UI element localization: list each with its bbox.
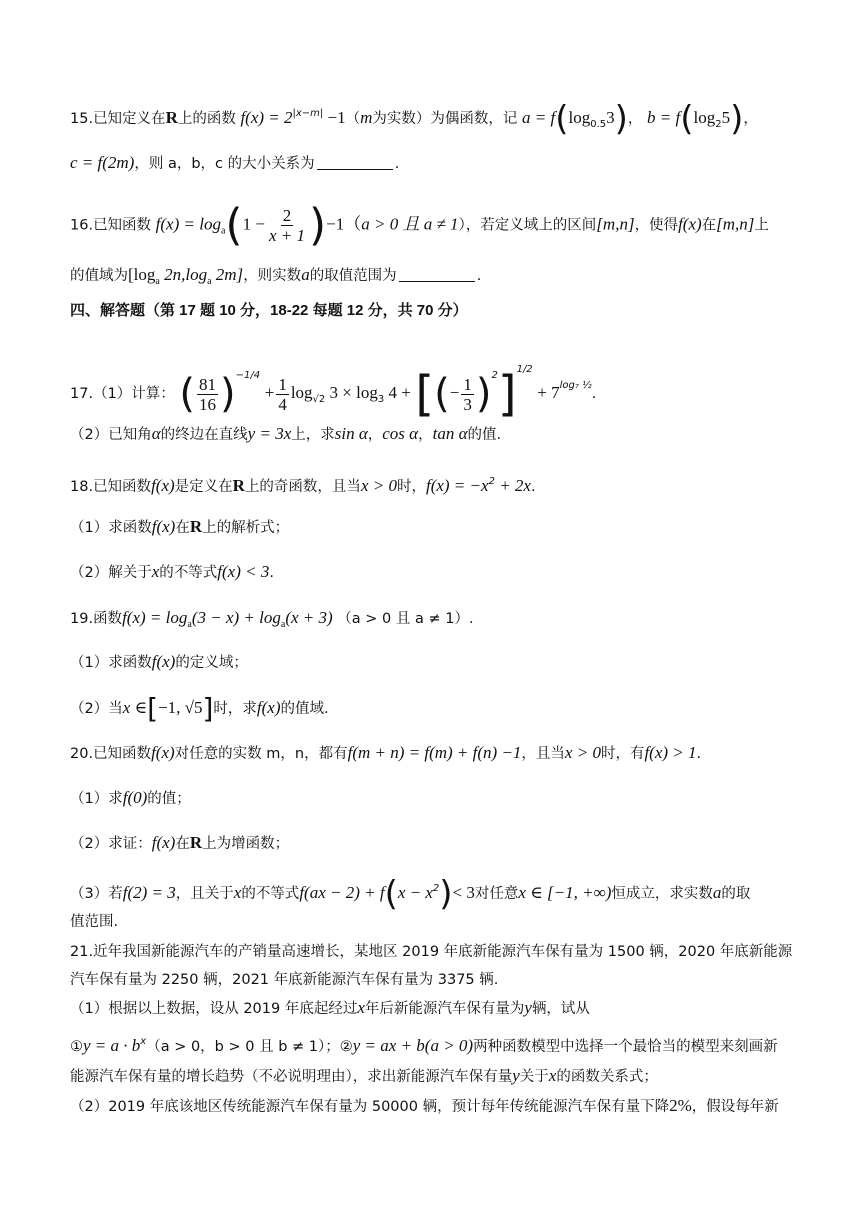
bracket-right: ] [202,692,214,725]
paren-right: ) [308,199,327,251]
q18-R: R [189,517,203,536]
q15-text: （ [345,111,361,127]
q16-range: 2m] [211,265,244,284]
q20-part2 [70,833,289,854]
q15-number: 15. [70,111,94,127]
exponent: 2 [488,476,495,487]
q21-line2: 汽车保有量为 2250 辆，2021 年底新能源汽车保有量为 3375 辆. [70,972,499,988]
q18-text: 时， [396,479,426,495]
q20-text: （1）求 [70,791,123,807]
q20-number: 20. [70,746,94,762]
q17-line-eq: y = 3x [247,424,292,443]
q21-text: 两种函数模型中选择一个最恰当的模型来刻画新 [473,1039,778,1055]
q16-interval: [m,n] [716,214,755,234]
sin-alpha: sin α [334,424,368,443]
frac-81-16 [197,375,218,414]
exponent: 2 [432,883,440,894]
tan-alpha: tan α [432,424,468,443]
q15-minus-one: −1 [323,108,346,127]
q18-x: x [151,562,160,581]
numerator: 81 [199,374,217,394]
q18-part2 [70,562,274,583]
plus-seven: + 7 [537,383,560,402]
q20-inequality: f(ax − 2) + f [299,883,385,902]
q16-condition: a > 0 且 a ≠ 1 [361,214,459,234]
q18-part1 [70,517,289,538]
q20-lt: < 3 [452,883,475,902]
q18-text: 已知函数 [93,479,152,495]
q21-x: x [357,998,365,1017]
log-base: a [155,276,160,287]
q20-text: 恒成立，求实数 [611,886,713,902]
q19-expr: (3 − x) + log [191,608,281,627]
q15-line2 [70,153,399,174]
paren-right: ) [439,874,453,914]
exponent: x [140,1036,147,1047]
q20-text: 对任意 [474,886,519,902]
q20-x: x [233,883,242,902]
q21-text: （1）根据以上数据，设从 2019 年底起经过 [70,1001,358,1017]
paren-left: ( [179,371,196,417]
q18-fx: f(x) [151,476,175,495]
q20-fx: f(x) [151,743,175,762]
q20-text: （3）若 [70,886,123,902]
q16-text: ），若定义域上的区间 [458,217,597,234]
log-arg: 5 [721,108,731,127]
paren-right: ) [614,99,628,139]
q19-text: 时，求 [213,701,257,717]
q15-answer-blank[interactable] [317,155,393,170]
q19-text: 的值域. [280,701,329,717]
period: . [591,386,597,402]
denominator: 3 [463,394,472,414]
exponent: log₇ ½ [559,380,592,391]
log-base: 3 [377,394,385,405]
log-base: a [220,225,226,237]
q15-line1 [70,99,758,139]
q17-text: 的值. [467,427,502,443]
q21-text: 能源汽车保有量的增长趋势（不必说明理由），求出新能源汽车保有量 [70,1069,513,1085]
log-base: a [280,619,286,630]
frac-1-4 [276,375,289,414]
exponent: 2 [491,370,498,381]
q20-text: 的值； [147,791,191,807]
q20-text: 时，有 [600,746,645,762]
q21-text: 辆，试从 [531,1001,590,1017]
q18-condition: x > 0 [360,476,397,495]
q18-expr: + 2x [494,476,531,495]
q21-part1 [70,998,590,1019]
bracket-right: ] [497,366,517,422]
q19-part1 [70,652,248,673]
comma: ， [418,427,433,443]
q18-R: R [232,476,245,495]
cos-alpha: cos α [382,424,419,443]
q16-text: 的值域为 [70,268,128,284]
q18-number: 18. [70,479,94,495]
q19-expr: f(x) = log [122,608,188,627]
log-base: 0.5 [590,119,607,130]
q21-text: （a > 0，b > 0 且 b ≠ 1）；② [146,1039,353,1055]
q17-part1 [70,360,597,422]
log-arg: 3 [606,108,615,127]
paren-left: ( [680,99,694,139]
q18-stem [70,472,536,497]
paren-left: ( [434,371,450,417]
q15-text: 已知定义在 [93,111,166,127]
q18-text: （2）解关于 [70,565,152,581]
q21-text: 年后新能源汽车保有量为 [364,1001,525,1017]
q16-interval: [m,n] [596,214,635,234]
q19-text: （1）求函数 [70,655,152,671]
log-arg: 3 × log [325,383,378,402]
q20-arg: x − x [397,883,433,902]
q20-equation: f(m + n) = f(m) + f(n) −1 [347,743,522,762]
q18-text: 在 [175,520,190,536]
q20-condition: x > 0 [564,743,601,762]
q21-text: 的函数关系式； [556,1069,658,1085]
q16-text: 上 [754,217,769,234]
paren-right: ) [220,371,236,417]
q18-text: 上的解析式； [202,520,290,536]
section-heading: 四、解答题（第 17 题 10 分，18-22 每题 12 分，共 70 分） [70,302,468,319]
q16-function: f(x) = log [155,214,221,234]
q16-answer-blank[interactable] [399,267,475,282]
q16-line2 [70,265,481,292]
q15-a-def: a = f [522,108,556,127]
q18-text: 的不等式 [159,565,218,581]
q15-exponent: |x−m| [292,108,324,119]
q18-text: （1）求函数 [70,520,152,536]
q19-fx: f(x) [256,698,281,717]
period: . [394,156,400,172]
q16-text: 已知函数 [93,217,152,234]
q20-text: 对任意的实数 m，n，都有 [174,746,348,762]
q16-a: a [301,265,310,284]
q19-x: x ∈ [122,698,148,717]
minus-one: −1（ [326,214,362,234]
q20-part3-cont: 值范围. [70,914,119,930]
q21-text: 关于 [519,1069,549,1085]
exponent: −1/4 [235,370,261,381]
q20-a: a [712,883,722,902]
period: . [530,479,536,495]
q15-R: R [165,108,178,127]
q16-text: ，使得 [634,217,679,234]
log-arg: 4 + [384,383,411,402]
q21-line5 [70,1066,658,1087]
frac-1-3 [461,375,474,414]
q21-percent: 2% [669,1096,692,1115]
q19-fx: f(x) [151,652,176,671]
log-base: a [187,619,192,630]
q20-R: R [189,833,203,852]
bracket-left: [ [415,366,435,422]
q19-part2 [70,692,329,725]
paren-left: ( [384,874,398,914]
log-base: √2 [312,394,326,405]
q20-part3 [70,874,751,914]
q20-f0: f(0) [122,788,148,807]
q20-part1 [70,788,191,809]
q21-x: x [548,1066,557,1085]
q21-text: （2）2019 年底该地区传统能源汽车保有量为 50000 辆，预计每年传统能源汽车保有量下降 [70,1099,670,1115]
paren-left: ( [555,99,569,139]
q21-y: y [524,998,532,1017]
q18-text: 上的奇函数，且当 [244,479,361,495]
q16-number: 16. [70,217,94,234]
q20-text: 的不等式 [241,886,300,902]
q17-number: 17. [70,386,94,402]
log: log [693,108,716,127]
q19-text: （2）当 [70,701,123,717]
period: . [269,565,274,581]
denominator: x + 1 [268,226,305,245]
q20-text: 在 [175,836,190,852]
q15-function: f(x) = 2 [240,108,293,127]
comma: ， [627,111,643,127]
q20-text: 上为增函数； [202,836,290,852]
q15-text: ，则 a，b，c 的大小关系为 [134,156,315,172]
q15-m: m [360,108,373,127]
numerator: 2 [282,206,292,225]
q16-text: 在 [701,217,717,234]
q18-inequality: f(x) < 3 [217,562,270,581]
q19-interval: −1, √5 [158,698,203,717]
log: log [290,383,313,402]
q19-number: 19. [70,611,94,627]
q20-inequality: f(x) > 1 [644,743,697,762]
q16-text: ，则实数 [243,268,302,284]
q16-fraction [267,206,307,245]
q15-text: 为实数）为偶函数，记 [372,111,518,127]
period: . [476,268,482,284]
bracket-left: [ [147,692,159,725]
log-base: a [207,276,212,287]
denominator: 16 [199,394,217,414]
q17-text: （2）已知角 [70,427,152,443]
q16-range: 2n,log [159,265,208,284]
log-base: 2 [715,119,722,130]
period: . [696,746,702,762]
q18-fx: f(x) [151,517,176,536]
q19-text: 函数 [93,611,123,627]
plus: + [264,383,275,402]
q20-text: （2）求证： [70,836,152,852]
q20-text: ，且当 [521,746,565,762]
q16-text: 的取值范围为 [309,268,397,284]
paren-left: ( [225,199,243,251]
minus-sign: − [449,383,460,402]
q20-text: 的取 [721,886,751,902]
numerator: 1 [278,374,287,394]
q21-y: y [512,1066,520,1085]
q16-range: [log [128,265,156,284]
q16-line1 [70,199,769,251]
q21-part2 [70,1096,779,1117]
q21-model1: y = a · b [83,1036,141,1055]
q20-stem [70,743,701,764]
q15-b-def: b = f [647,108,681,127]
q21-line1: 21.近年我国新能源汽车的产销量高速增长，某地区 2019 年底新能源汽车保有量为 1500 辆，2020 年底新能源 [70,944,793,960]
numerator: 1 [463,374,472,394]
q21-model2: y = ax + b(a > 0) [352,1036,474,1055]
q19-condition: （a > 0 且 a ≠ 1）. [337,611,474,627]
q15-text: 上的函数 [177,111,236,127]
log: log [568,108,591,127]
paren-right: ) [475,371,492,417]
circled-one: ① [70,1039,83,1055]
q17-text: （1）计算： [93,386,175,402]
q18-expr: f(x) = −x [425,476,489,495]
q17-part2 [70,424,501,445]
comma: ， [367,427,383,443]
q18-text: 是定义在 [174,479,233,495]
exponent: 1/2 [516,364,533,375]
one-minus: 1 − [242,214,265,234]
paren-right: ) [730,99,744,139]
denominator: 4 [278,394,287,414]
q16-fx: f(x) [678,214,702,234]
q20-f2: f(2) = 3 [122,883,176,902]
q17-text: 上，求 [291,427,335,443]
comma: ， [743,111,758,127]
q15-c-def: c = f(2m) [70,153,135,172]
q21-text: ，假设每年新 [691,1099,779,1115]
alpha: α [151,424,161,443]
q20-text: ，且关于 [175,886,234,902]
q20-text: 已知函数 [93,746,152,762]
q19-stem [70,608,474,635]
q20-domain: x ∈ [−1, +∞) [518,883,612,902]
q20-fx: f(x) [151,833,176,852]
q19-text: 的定义域； [175,655,248,671]
q19-expr: (x + 3) [285,608,333,627]
q17-text: 的终边在直线 [160,427,248,443]
q21-models [70,1032,778,1057]
